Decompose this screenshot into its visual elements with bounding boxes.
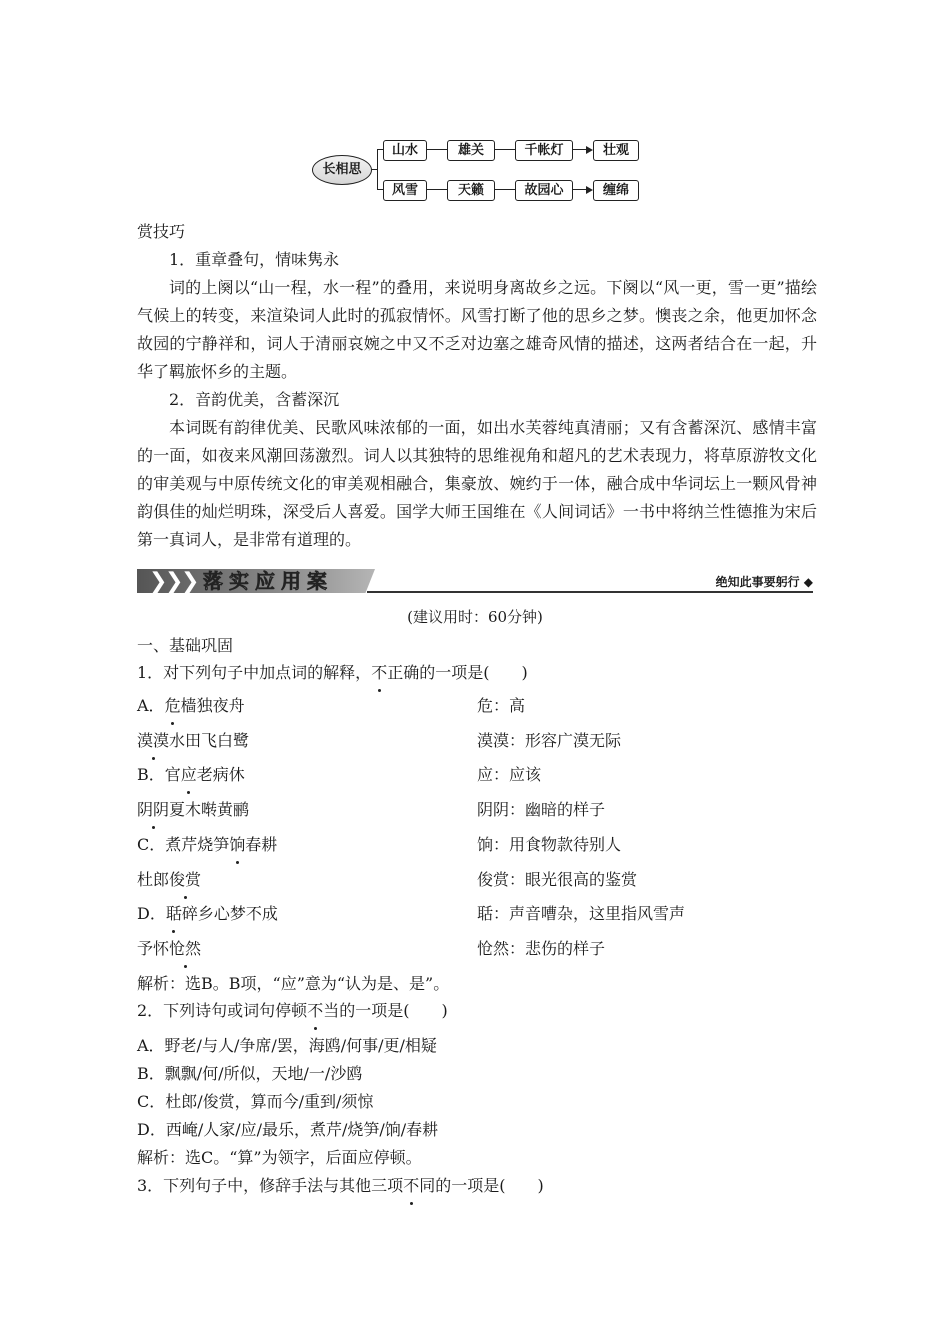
option-text: D．西崦/人家/应/最乐，煮芹/烧笋/饷/春耕 — [137, 1120, 439, 1139]
question-stem: 2．下列诗句或词句停顿不当的一项是( ) — [137, 997, 448, 1025]
option-explanation: 漠漠：形容广漠无际 — [477, 731, 622, 750]
option-text: A．野老/与人/争席/罢，海鸥/何事/更/相疑 — [137, 1036, 437, 1055]
banner-motto: 绝知此事要躬行 ◆ — [715, 575, 813, 589]
option-explanation: 怆然：悲伤的样子 — [477, 939, 606, 958]
option-explanation: 危：高 — [477, 696, 526, 715]
option-text: A．危樯独夜舟 — [137, 692, 245, 720]
mind-map-node: 故园心 — [515, 180, 573, 201]
mind-map-node: 天籁 — [447, 180, 495, 201]
option-text: 阴阴夏木啭黄鹂 — [137, 796, 249, 824]
mind-map-node: 缠绵 — [593, 180, 639, 201]
option-text: 予怀怆然 — [137, 935, 201, 963]
option-explanation: 俊赏：眼光很高的鉴赏 — [477, 870, 638, 889]
answer-analysis: 解析：选B。B项，“应”意为“认为是、是”。 — [137, 974, 450, 993]
option-text: D．聒碎乡心梦不成 — [137, 900, 278, 928]
point-paragraph: 本词既有韵律优美、民歌风味浓郁的一面，如出水芙蓉纯真清丽；又有含蓄深沉、感情丰富的一面，如夜来风潮回荡激烈。词人以其独特的思维视角和超凡的艺术表现力，将草原游牧文化的审美观与中原传统文化的审美观相融合，集豪放、婉约于一体，融合成中华词坛上一颗风骨神韵俱佳的灿烂明珠，深受后人喜爱。国学大师王国维在《人间词话》一书中将纳兰性德推为宋后第一真词人，是非常有道理的。 — [137, 418, 817, 549]
point-heading: 2．音韵优美，含蓄深沉 — [169, 390, 340, 409]
mind-map-node: 千帐灯 — [515, 140, 573, 161]
option-text: B．飘飘/何/所似，天地/一/沙鸥 — [137, 1064, 363, 1083]
mind-map-node: 雄关 — [447, 140, 495, 161]
mind-map-node: 壮观 — [593, 140, 639, 161]
option-text: 漠漠水田飞白鹭 — [137, 727, 249, 755]
point-heading: 1．重章叠句，情味隽永 — [169, 250, 340, 269]
mind-map-node: 风雪 — [383, 180, 427, 201]
option-explanation: 饷：用食物款待别人 — [477, 835, 622, 854]
section-banner — [137, 565, 813, 595]
option-text: B．官应老病休 — [137, 761, 245, 789]
chevron-right-icon: ❯ — [149, 569, 168, 594]
option-text: 杜郎俊赏 — [137, 866, 201, 894]
question-stem: 1．对下列句子中加点词的解释，不正确的一项是( ) — [137, 659, 528, 687]
mind-map-root: 长相思 — [312, 155, 372, 185]
option-explanation: 阴阴：幽暗的样子 — [477, 800, 606, 819]
chevron-right-icon: ❯ — [165, 569, 184, 594]
option-text: C．杜郎/俊赏，算而今/重到/须惊 — [137, 1092, 374, 1111]
answer-analysis: 解析：选C。“算”为领字，后面应停顿。 — [137, 1148, 422, 1167]
question-stem: 3．下列句子中，修辞手法与其他三项不同的一项是( ) — [137, 1172, 544, 1200]
arrow-right-icon — [586, 146, 593, 154]
banner-title: 落实应用案 — [203, 569, 333, 593]
chevron-right-icon: ❯ — [181, 569, 200, 594]
mind-map-node: 山水 — [383, 140, 427, 161]
option-explanation: 聒：声音嘈杂，这里指风雪声 — [477, 904, 686, 923]
arrow-right-icon — [586, 186, 593, 194]
part-heading: 一、基础巩固 — [137, 636, 234, 655]
section-title: 赏技巧 — [137, 222, 186, 241]
point-paragraph: 词的上阕以“山一程，水一程”的叠用，来说明身离故乡之远。下阕以“风一更，雪一更”描绘气候上的转变，来渲染词人此时的孤寂情怀。风雪打断了他的思乡之梦。懊丧之余，他更加怀念故园的宁静祥和，词人于清丽哀婉之中又不乏对边塞之雄奇风情的描述，这两者结合在一起，升华了羁旅怀乡的主题。 — [137, 278, 817, 381]
option-text: C．煮芹烧笋饷春耕 — [137, 831, 277, 859]
time-hint: (建议用时：60分钟) — [407, 608, 543, 626]
mind-map — [300, 130, 660, 210]
option-explanation: 应：应该 — [477, 765, 542, 784]
